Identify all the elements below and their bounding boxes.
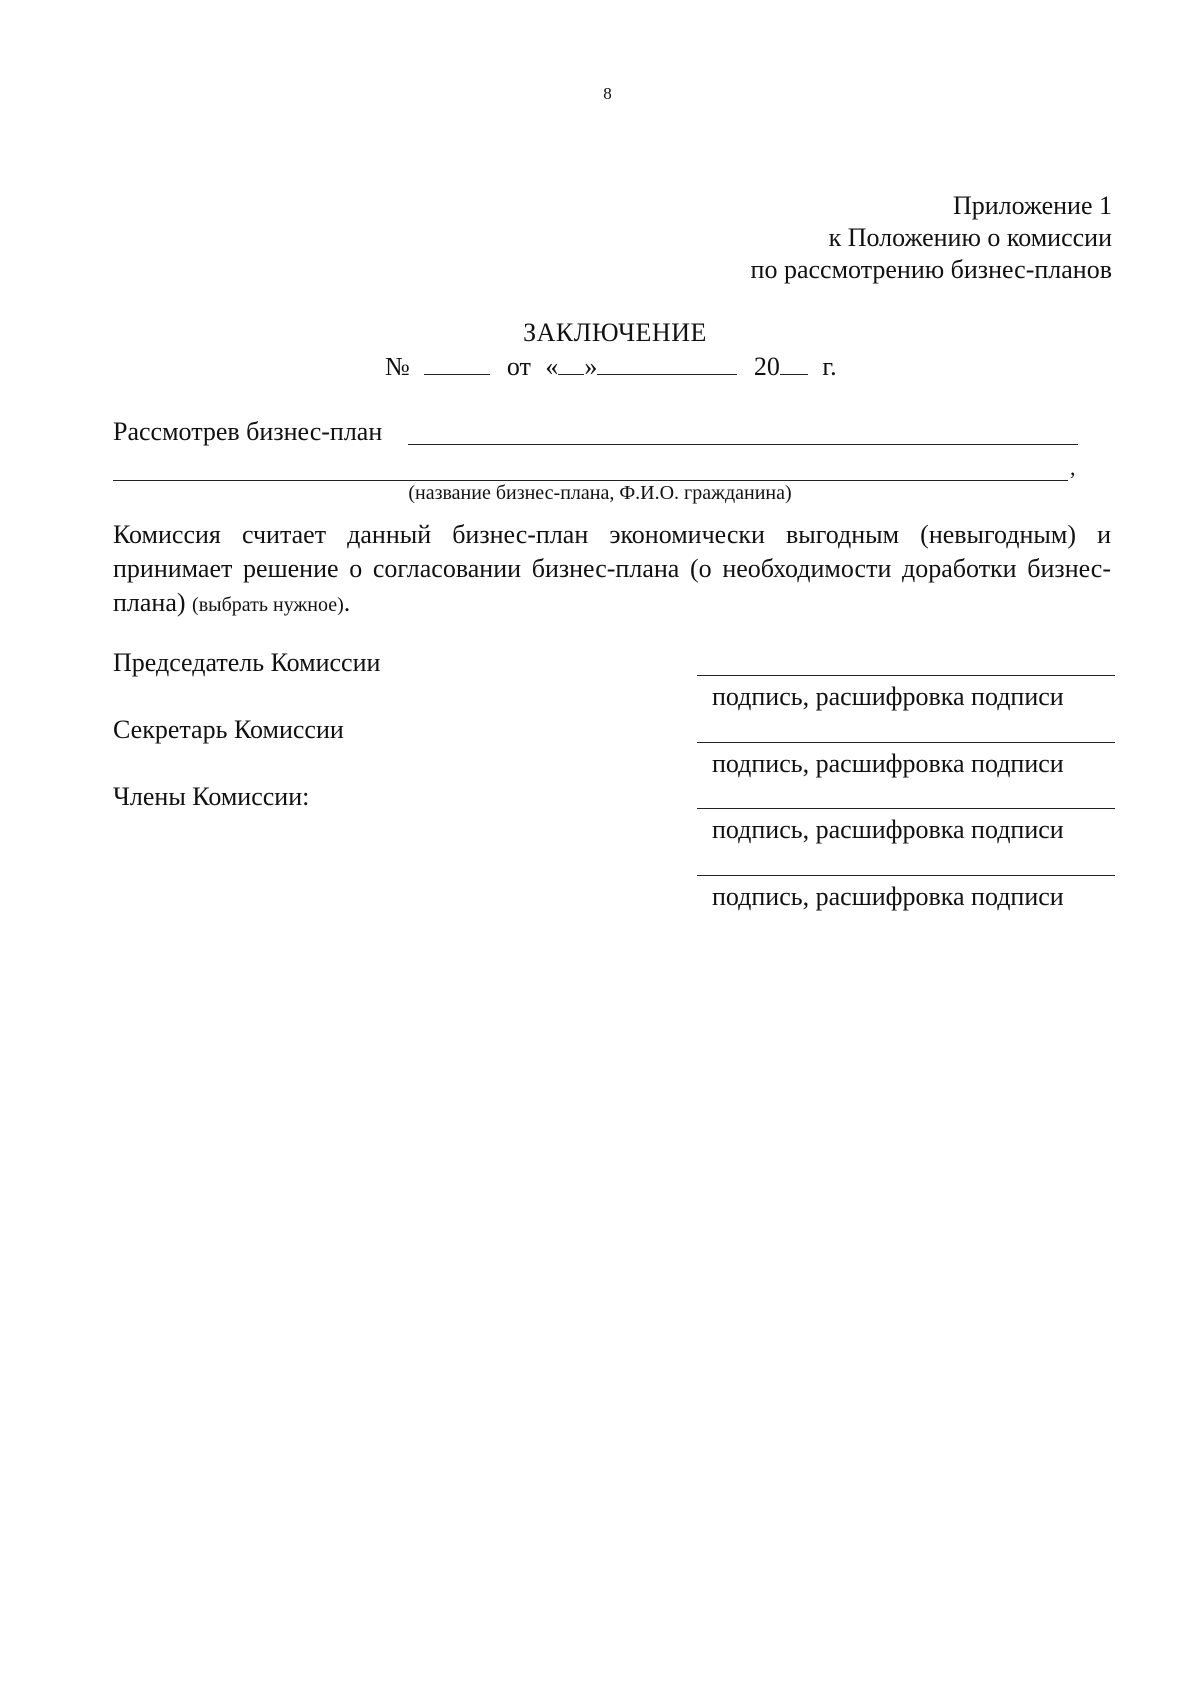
day-field[interactable] bbox=[558, 352, 584, 375]
document-title: ЗАКЛЮЧЕНИЕ bbox=[523, 318, 707, 347]
chairman-label: Председатель Комиссии bbox=[113, 648, 381, 677]
secretary-signature-line[interactable] bbox=[697, 742, 1115, 743]
member-1-signature-line[interactable] bbox=[697, 808, 1115, 809]
year-suffix: г. bbox=[822, 352, 837, 381]
member-1-signature-caption: подпись, расшифровка подписи bbox=[712, 815, 1064, 844]
business-plan-field[interactable] bbox=[408, 444, 1078, 445]
number-field[interactable] bbox=[424, 352, 490, 375]
appendix-line-1: Приложение 1 bbox=[952, 191, 1112, 220]
secretary-signature-caption: подпись, расшифровка подписи bbox=[712, 749, 1064, 778]
field-hint: (название бизнес-плана, Ф.И.О. гражданина) bbox=[408, 482, 792, 504]
members-label: Члены Комиссии: bbox=[113, 782, 310, 811]
reviewed-label: Рассмотрев бизнес-план bbox=[113, 417, 383, 446]
trailing-comma: , bbox=[1070, 455, 1076, 480]
business-plan-field-line-2[interactable] bbox=[113, 480, 1068, 481]
year-prefix: 20 bbox=[753, 352, 780, 381]
decision-end: . bbox=[343, 588, 351, 617]
quote-close: » bbox=[584, 352, 598, 381]
quote-open: « bbox=[545, 352, 559, 381]
year-field[interactable] bbox=[780, 352, 808, 375]
appendix-line-2: к Положению о комиссии bbox=[828, 223, 1112, 252]
member-2-signature-caption: подпись, расшифровка подписи bbox=[712, 882, 1064, 911]
secretary-label: Секретарь Комиссии bbox=[113, 715, 344, 744]
number-date-line bbox=[385, 352, 837, 382]
chairman-signature-caption: подпись, расшифровка подписи bbox=[712, 682, 1064, 711]
appendix-line-3: по рассмотрению бизнес-планов bbox=[750, 255, 1112, 284]
from-label: от bbox=[506, 352, 531, 381]
number-sign: № bbox=[385, 352, 410, 381]
member-2-signature-line[interactable] bbox=[697, 875, 1115, 876]
decision-note: (выбрать нужное) bbox=[192, 594, 344, 616]
decision-paragraph bbox=[113, 518, 1111, 622]
chairman-signature-line[interactable] bbox=[697, 675, 1115, 676]
month-field[interactable] bbox=[597, 352, 737, 375]
page-number: 8 bbox=[603, 84, 612, 103]
decision-text: Комиссия считает данный бизнес-план экономически выгодным (невыгодным) и принимает решение о согласовании бизнес-плана (о необходимости доработки бизнес-плана) bbox=[113, 520, 1111, 617]
